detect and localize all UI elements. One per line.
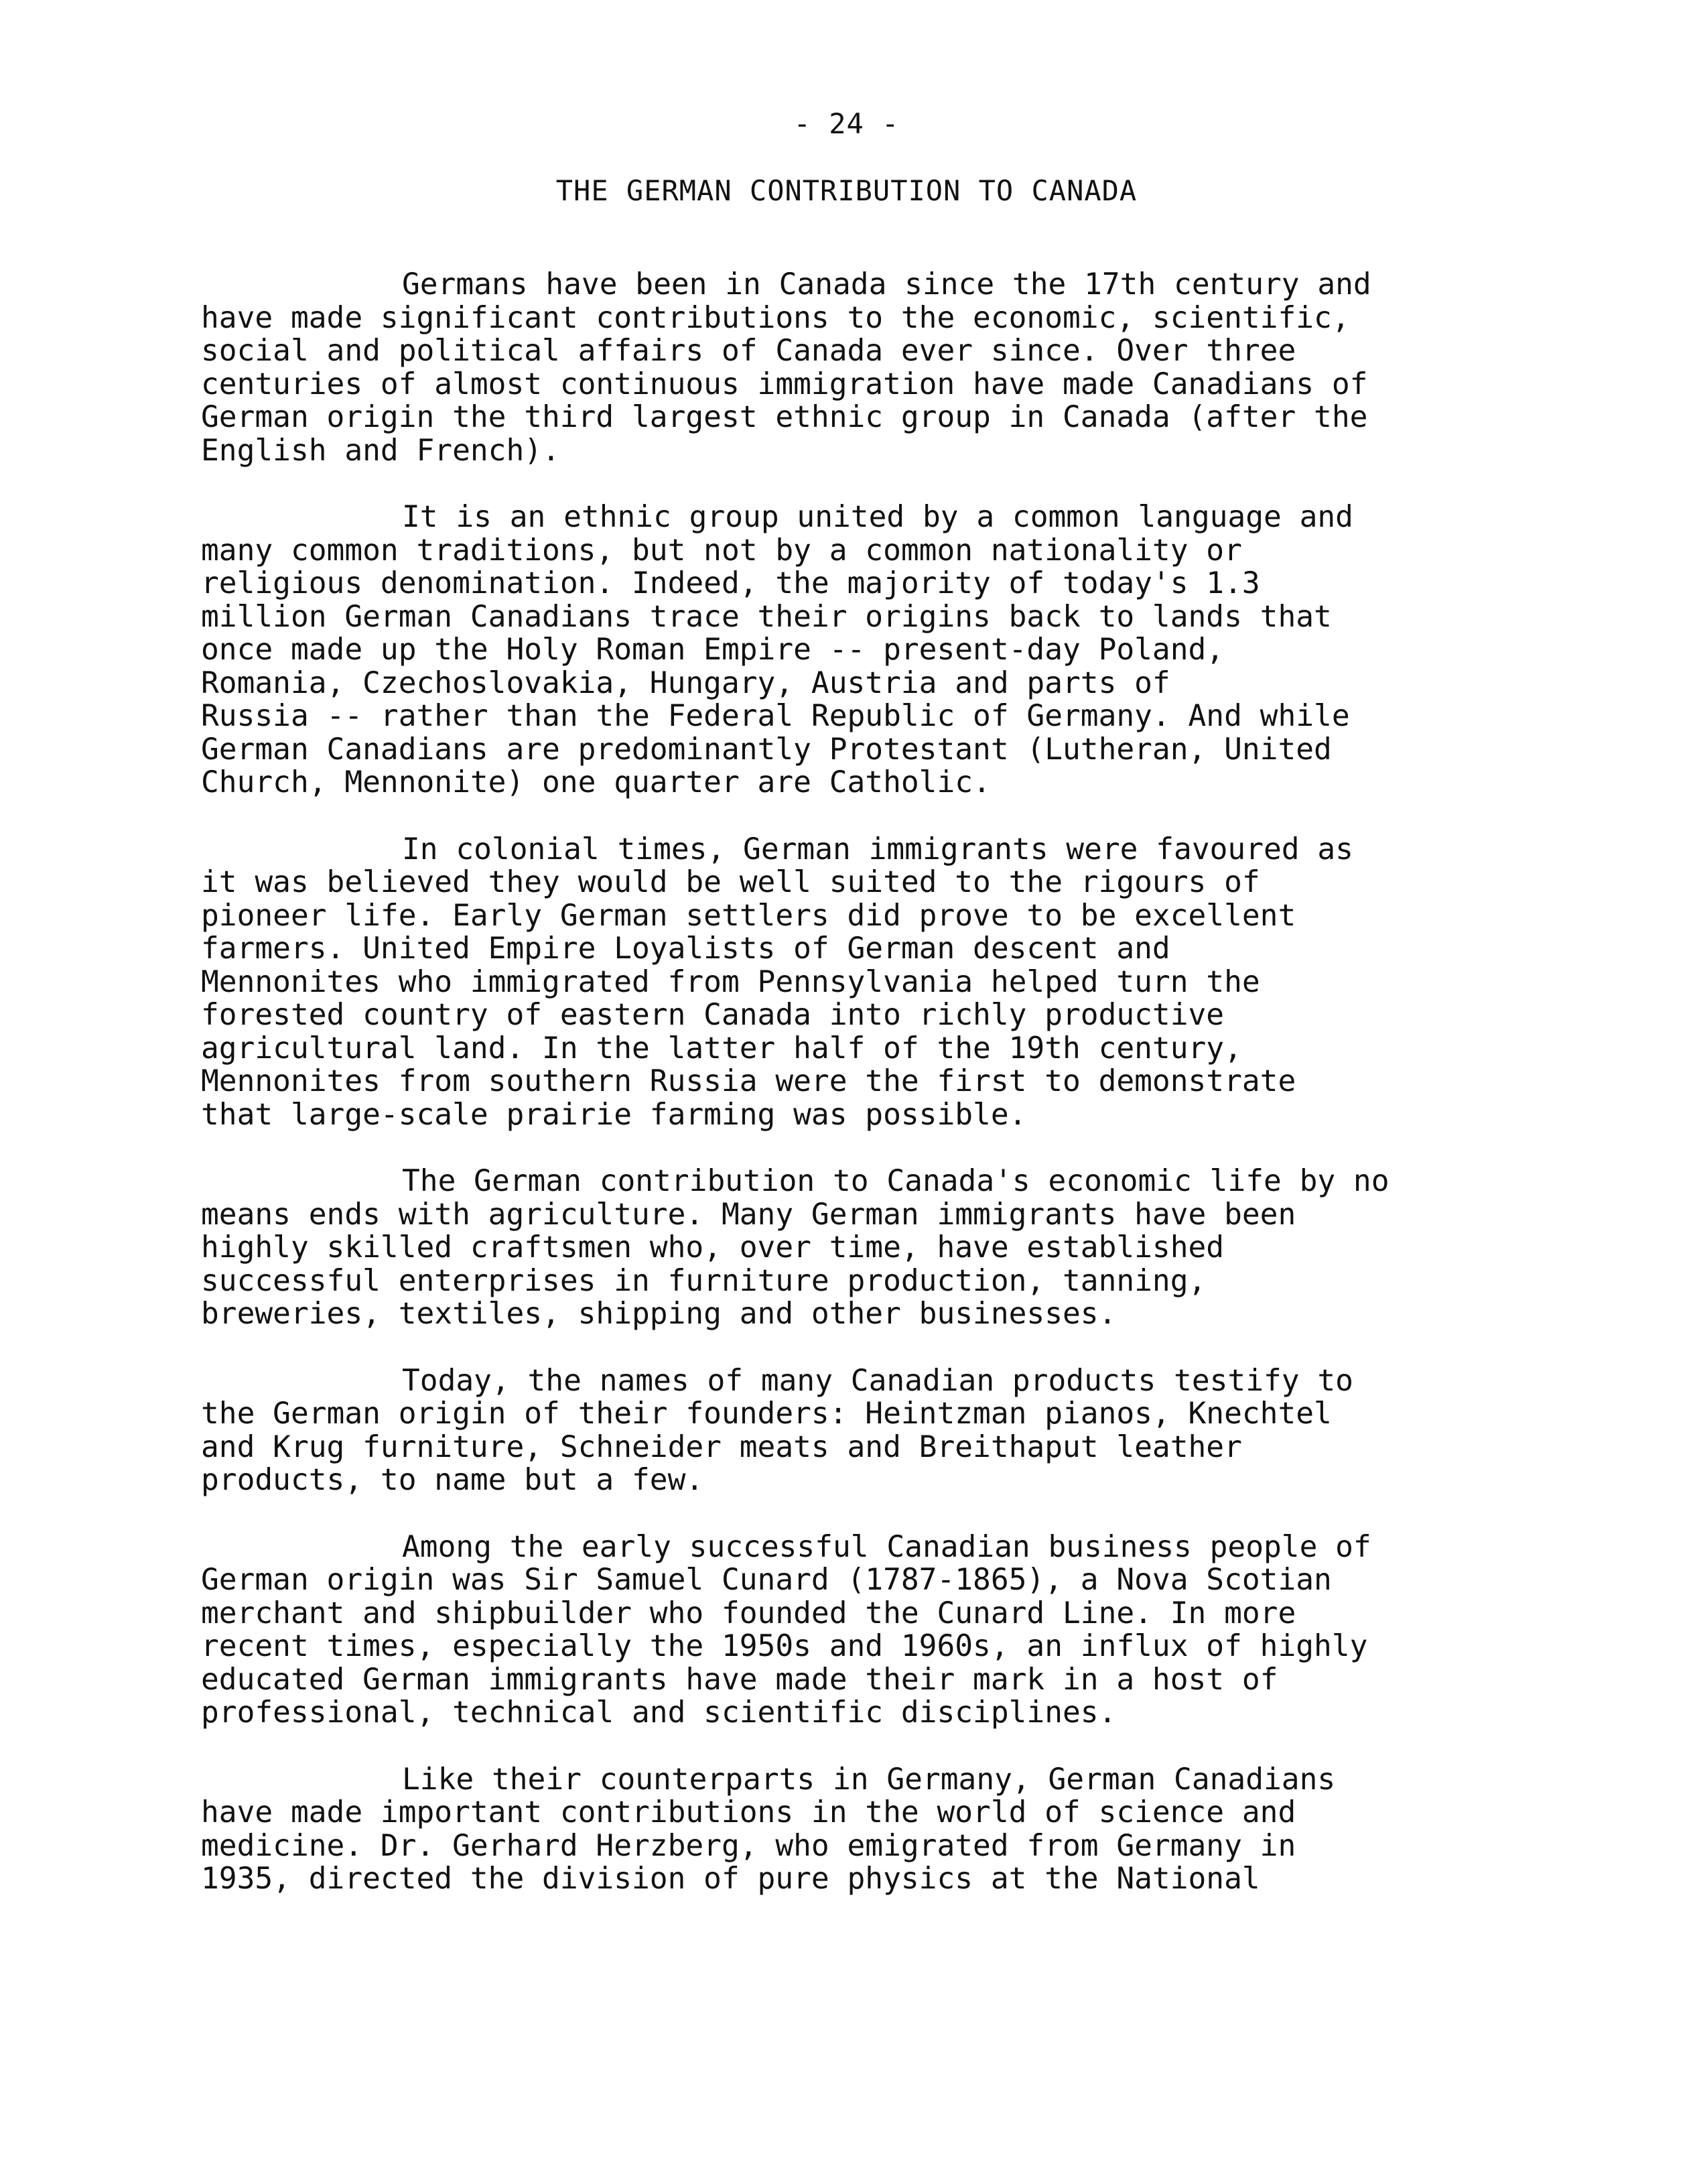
document-body: [201, 268, 1521, 1929]
paragraph-4: [201, 1165, 1521, 1331]
text-line: Germans have been in Canada since the 17th century and: [402, 267, 1371, 302]
text-line: Mennonites who immigrated from Pennsylvania helped turn the: [201, 964, 1260, 999]
paragraph-1: [201, 268, 1521, 467]
text-line: million German Canadians trace their origins back to lands that: [201, 599, 1332, 634]
text-line: that large-scale prairie farming was possible.: [201, 1097, 1027, 1132]
text-line: many common traditions, but not by a common nationality or: [201, 533, 1242, 568]
paragraph-7: [201, 1763, 1521, 1896]
text-line: religious denomination. Indeed, the majority of today's 1.3: [201, 566, 1260, 600]
paragraph-5: [201, 1364, 1521, 1497]
text-line: Today, the names of many Canadian products testify to: [402, 1363, 1353, 1398]
text-line: Like their counterparts in Germany, German Canadians: [402, 1762, 1336, 1797]
paragraph-6: [201, 1531, 1521, 1730]
text-line: farmers. United Empire Loyalists of German descent and: [201, 932, 1170, 966]
text-line: pioneer life. Early German settlers did prove to be excellent: [201, 898, 1296, 933]
text-line: have made important contributions in the world of science and: [201, 1795, 1296, 1829]
text-line: educated German immigrants have made their mark in a host of: [201, 1662, 1278, 1697]
text-line: In colonial times, German immigrants were favoured as: [402, 832, 1353, 866]
text-line: merchant and shipbuilder who founded the Cunard Line. In more: [201, 1596, 1296, 1630]
text-line: have made significant contributions to the economic, scientific,: [201, 300, 1350, 335]
text-line: Church, Mennonite) one quarter are Catholic.: [201, 765, 991, 799]
text-line: once made up the Holy Roman Empire -- present-day Poland,: [201, 633, 1225, 667]
page-number: - 24 -: [793, 107, 900, 140]
text-line: German Canadians are predominantly Protestant (Lutheran, United: [201, 732, 1332, 767]
text-line: social and political affairs of Canada ever since. Over three: [201, 334, 1296, 368]
text-line: highly skilled craftsmen who, over time, have established: [201, 1230, 1225, 1265]
text-line: and Krug furniture, Schneider meats and Breithaput leather: [201, 1429, 1242, 1464]
text-line: German origin the third largest ethnic group in Canada (after the: [201, 400, 1368, 434]
text-line: medicine. Dr. Gerhard Herzberg, who emigrated from Germany in: [201, 1828, 1296, 1863]
text-line: recent times, especially the 1950s and 1960s, an influx of highly: [201, 1629, 1368, 1663]
text-line: professional, technical and scientific disciplines.: [201, 1695, 1117, 1730]
text-line: means ends with agriculture. Many German immigrants have been: [201, 1197, 1296, 1232]
text-line: breweries, textiles, shipping and other businesses.: [201, 1297, 1117, 1331]
text-line: agricultural land. In the latter half of the 19th century,: [201, 1031, 1242, 1066]
text-line: it was believed they would be well suited to the rigours of: [201, 865, 1260, 899]
text-line: 1935, directed the division of pure physics at the National: [201, 1862, 1260, 1896]
text-line: Mennonites from southern Russia were the first to demonstrate: [201, 1064, 1296, 1098]
text-line: It is an ethnic group united by a common language and: [402, 500, 1353, 534]
text-line: centuries of almost continuous immigration have made Canadians of: [201, 367, 1368, 401]
text-line: Russia -- rather than the Federal Republic of Germany. And while: [201, 699, 1350, 733]
text-line: The German contribution to Canada's economic life by no: [402, 1164, 1390, 1198]
text-line: the German origin of their founders: Heintzman pianos, Knechtel: [201, 1397, 1332, 1431]
text-line: Among the early successful Canadian business people of: [402, 1529, 1371, 1564]
paragraph-3: [201, 833, 1521, 1132]
text-line: products, to name but a few.: [201, 1463, 704, 1497]
page-title: THE GERMAN CONTRIBUTION TO CANADA: [555, 174, 1138, 207]
text-line: English and French).: [201, 433, 560, 468]
paragraph-2: [201, 501, 1521, 799]
text-line: German origin was Sir Samuel Cunard (1787-1865), a Nova Scotian: [201, 1563, 1332, 1597]
text-line: forested country of eastern Canada into richly productive: [201, 998, 1225, 1032]
text-line: successful enterprises in furniture production, tanning,: [201, 1263, 1207, 1298]
text-line: Romania, Czechoslovakia, Hungary, Austria and parts of: [201, 665, 1170, 700]
